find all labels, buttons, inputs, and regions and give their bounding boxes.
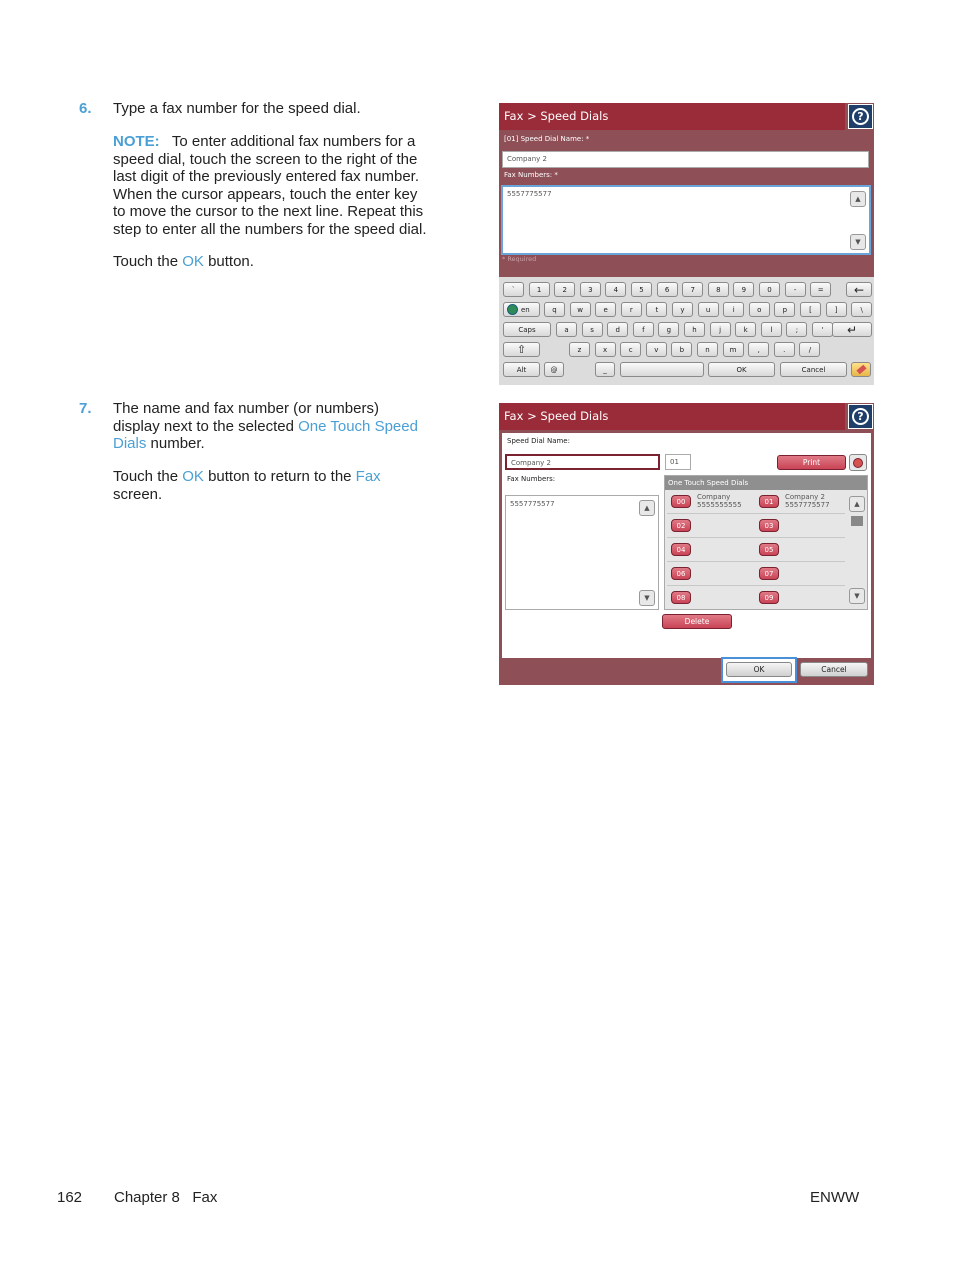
key-2[interactable]: c xyxy=(620,342,641,357)
note-line: To enter additional fax numbers for a xyxy=(171,133,416,150)
step-7-text: The name and fax number (or numbers) display next to the selected One Touch Speed Dials number. xyxy=(113,400,418,452)
scroll-down-icon[interactable]: ▼ xyxy=(850,234,866,250)
at-key[interactable]: @ xyxy=(544,362,564,377)
key-4[interactable]: b xyxy=(671,342,692,357)
backspace-icon: ← xyxy=(853,282,865,297)
step-6-text: Type a fax number for the speed dial. xyxy=(113,100,361,117)
key-6[interactable]: j xyxy=(710,322,731,337)
speed-dial-summary-screen xyxy=(499,403,874,685)
slot-fax: 5555555555 xyxy=(697,501,742,509)
ok-link[interactable]: OK xyxy=(182,468,204,485)
key-10[interactable]: 0 xyxy=(759,282,780,297)
note-line: to move the cursor to the next line. Repeat this xyxy=(113,203,424,220)
list-header: One Touch Speed Dials xyxy=(665,476,867,490)
help-icon: ? xyxy=(852,108,869,125)
key-8[interactable]: l xyxy=(761,322,782,337)
speed-dial-name-label: [01] Speed Dial Name: * xyxy=(504,135,590,143)
note-line: speed dial, touch the screen to the right of the xyxy=(113,150,418,168)
key-4[interactable]: t xyxy=(646,302,667,317)
language-key[interactable]: en xyxy=(503,302,540,317)
magnifier-icon xyxy=(853,458,863,468)
fax-numbers-label: Fax Numbers: xyxy=(507,475,556,483)
key-3[interactable]: r xyxy=(621,302,642,317)
fax-link[interactable]: Fax xyxy=(355,468,381,485)
caps-key[interactable]: Caps xyxy=(503,322,551,337)
key-3[interactable]: 3 xyxy=(580,282,601,297)
key-1[interactable]: s xyxy=(582,322,603,337)
step-6-number: 6. xyxy=(79,100,92,117)
key-8[interactable]: o xyxy=(749,302,770,317)
ok-button[interactable]: OK xyxy=(726,662,792,677)
fax-numbers-label: Fax Numbers: * xyxy=(504,171,558,179)
key-2[interactable]: 2 xyxy=(554,282,575,297)
key-7[interactable]: k xyxy=(735,322,756,337)
search-button[interactable] xyxy=(849,454,867,471)
speed-dial-slot-button[interactable]: 00 xyxy=(671,495,691,508)
step-6-touch-instruction: Touch the OK button. xyxy=(113,253,254,270)
key-2[interactable]: d xyxy=(607,322,628,337)
alt-key[interactable]: Alt xyxy=(503,362,540,377)
key-11[interactable]: - xyxy=(785,282,806,297)
key-3[interactable]: v xyxy=(646,342,667,357)
scroll-up-icon[interactable]: ▲ xyxy=(849,496,865,512)
key-5[interactable]: h xyxy=(684,322,705,337)
key-9[interactable]: / xyxy=(799,342,820,357)
key-1[interactable]: w xyxy=(570,302,591,317)
key-6[interactable]: 6 xyxy=(657,282,678,297)
key-1[interactable]: x xyxy=(595,342,616,357)
speed-dial-slot-button[interactable]: 04 xyxy=(671,543,691,556)
help-button[interactable] xyxy=(848,404,873,429)
step-7-touch-instruction: Touch the OK button to return to the Fax screen. xyxy=(113,468,381,503)
key-11[interactable]: ] xyxy=(826,302,847,317)
key-12[interactable]: = xyxy=(810,282,831,297)
chapter-label: Chapter 8 Fax xyxy=(114,1189,218,1206)
speed-dial-slot-button[interactable]: 07 xyxy=(759,567,779,580)
print-button[interactable]: Print xyxy=(777,455,846,470)
slot-divider xyxy=(667,561,845,562)
slot-name: Company 2 xyxy=(785,493,825,501)
slot-divider xyxy=(667,585,845,586)
key-7[interactable]: , xyxy=(748,342,769,357)
speed-dial-name-input[interactable]: Company 2 xyxy=(505,454,660,470)
key-9[interactable]: ; xyxy=(786,322,807,337)
key-4[interactable]: g xyxy=(658,322,679,337)
clear-key[interactable] xyxy=(851,362,871,377)
cancel-button[interactable]: Cancel xyxy=(800,662,868,677)
speed-dial-slot-button[interactable]: 02 xyxy=(671,519,691,532)
note-label: NOTE: xyxy=(113,133,160,150)
scroll-down-icon[interactable]: ▼ xyxy=(849,588,865,604)
fax-numbers-textarea[interactable] xyxy=(501,185,871,255)
scroll-up-icon[interactable]: ▲ xyxy=(850,191,866,207)
cancel-key[interactable]: Cancel xyxy=(780,362,847,377)
key-7[interactable]: i xyxy=(723,302,744,317)
brand-label: ENWW xyxy=(810,1189,860,1206)
slot-name: Company xyxy=(697,493,731,501)
key-8[interactable]: . xyxy=(774,342,795,357)
key-6[interactable]: u xyxy=(698,302,719,317)
screen-title: Fax > Speed Dials xyxy=(499,103,845,130)
fax-number-value: 5557775577 xyxy=(510,500,555,508)
eraser-icon xyxy=(856,365,866,375)
fax-numbers-list[interactable] xyxy=(505,495,659,610)
page-number: 162 xyxy=(57,1189,83,1206)
help-icon: ? xyxy=(852,408,869,425)
key-3[interactable]: f xyxy=(633,322,654,337)
speed-dial-name-input[interactable]: Company 2 xyxy=(502,151,869,168)
speed-dial-slot-label xyxy=(697,493,742,509)
scroll-up-icon[interactable]: ▲ xyxy=(639,500,655,516)
shift-icon: ⇧ xyxy=(516,343,527,356)
speed-dial-slot-button[interactable]: 03 xyxy=(759,519,779,532)
delete-button[interactable]: Delete xyxy=(662,614,732,629)
speed-dial-slot-button[interactable]: 09 xyxy=(759,591,779,604)
globe-icon xyxy=(507,304,518,315)
key-5[interactable]: n xyxy=(697,342,718,357)
speed-dial-slot-button[interactable]: 06 xyxy=(671,567,691,580)
speed-dial-slot-button[interactable]: 08 xyxy=(671,591,691,604)
speed-dial-entry-screen xyxy=(499,103,874,385)
step-7-number: 7. xyxy=(79,400,92,417)
slot-fax: 5557775577 xyxy=(785,501,830,509)
screen-title: Fax > Speed Dials xyxy=(499,403,845,430)
one-touch-speed-dials-link[interactable]: Dials xyxy=(113,435,147,452)
underscore-key[interactable]: _ xyxy=(595,362,615,377)
key-8[interactable]: 8 xyxy=(708,282,729,297)
speed-dial-name-label: Speed Dial Name: xyxy=(507,437,570,445)
key-6[interactable]: m xyxy=(723,342,744,357)
key-4[interactable]: 4 xyxy=(605,282,626,297)
note-line: step to enter all the numbers for the speed dial. xyxy=(113,220,427,238)
on-screen-keyboard xyxy=(499,277,874,385)
shift-key[interactable] xyxy=(503,342,540,357)
key-0[interactable]: a xyxy=(556,322,577,337)
note-line: last digit of the previously entered fax number. xyxy=(113,168,420,185)
ok-key[interactable]: OK xyxy=(708,362,775,377)
step-6-note xyxy=(113,133,453,238)
speed-dial-slot-input[interactable]: 01 xyxy=(665,454,691,470)
ok-link[interactable]: OK xyxy=(182,253,204,270)
key-0[interactable]: q xyxy=(544,302,565,317)
speed-dial-slot-button[interactable]: 01 xyxy=(759,495,779,508)
help-button[interactable] xyxy=(848,104,873,129)
key-5[interactable]: 5 xyxy=(631,282,652,297)
key-5[interactable]: y xyxy=(672,302,693,317)
scroll-down-icon[interactable]: ▼ xyxy=(639,590,655,606)
one-touch-speed-dials-link[interactable]: One Touch Speed xyxy=(298,417,418,435)
slot-divider xyxy=(667,513,845,514)
key-9[interactable]: p xyxy=(774,302,795,317)
fax-number-value: 5557775577 xyxy=(507,190,552,198)
slot-divider xyxy=(667,537,845,538)
key-0[interactable]: z xyxy=(569,342,590,357)
speed-dial-slot-button[interactable]: 05 xyxy=(759,543,779,556)
key-10[interactable]: ' xyxy=(812,322,833,337)
key-1[interactable]: 1 xyxy=(529,282,550,297)
enter-key[interactable] xyxy=(832,322,872,337)
key-0[interactable]: ` xyxy=(503,282,524,297)
required-note: * Required xyxy=(502,255,537,263)
speed-dial-slot-label xyxy=(785,493,830,509)
key-12[interactable]: \ xyxy=(851,302,872,317)
note-line: When the cursor appears, touch the enter key xyxy=(113,185,418,203)
speed-dial-panel xyxy=(502,433,871,658)
key-10[interactable]: [ xyxy=(800,302,821,317)
backspace-key[interactable] xyxy=(846,282,872,297)
key-2[interactable]: e xyxy=(595,302,616,317)
key-7[interactable]: 7 xyxy=(682,282,703,297)
key-9[interactable]: 9 xyxy=(733,282,754,297)
one-touch-speed-dials-list xyxy=(664,475,868,610)
scroll-thumb[interactable] xyxy=(851,516,863,526)
enter-icon: ↵ xyxy=(846,322,858,337)
space-key[interactable] xyxy=(620,362,704,377)
